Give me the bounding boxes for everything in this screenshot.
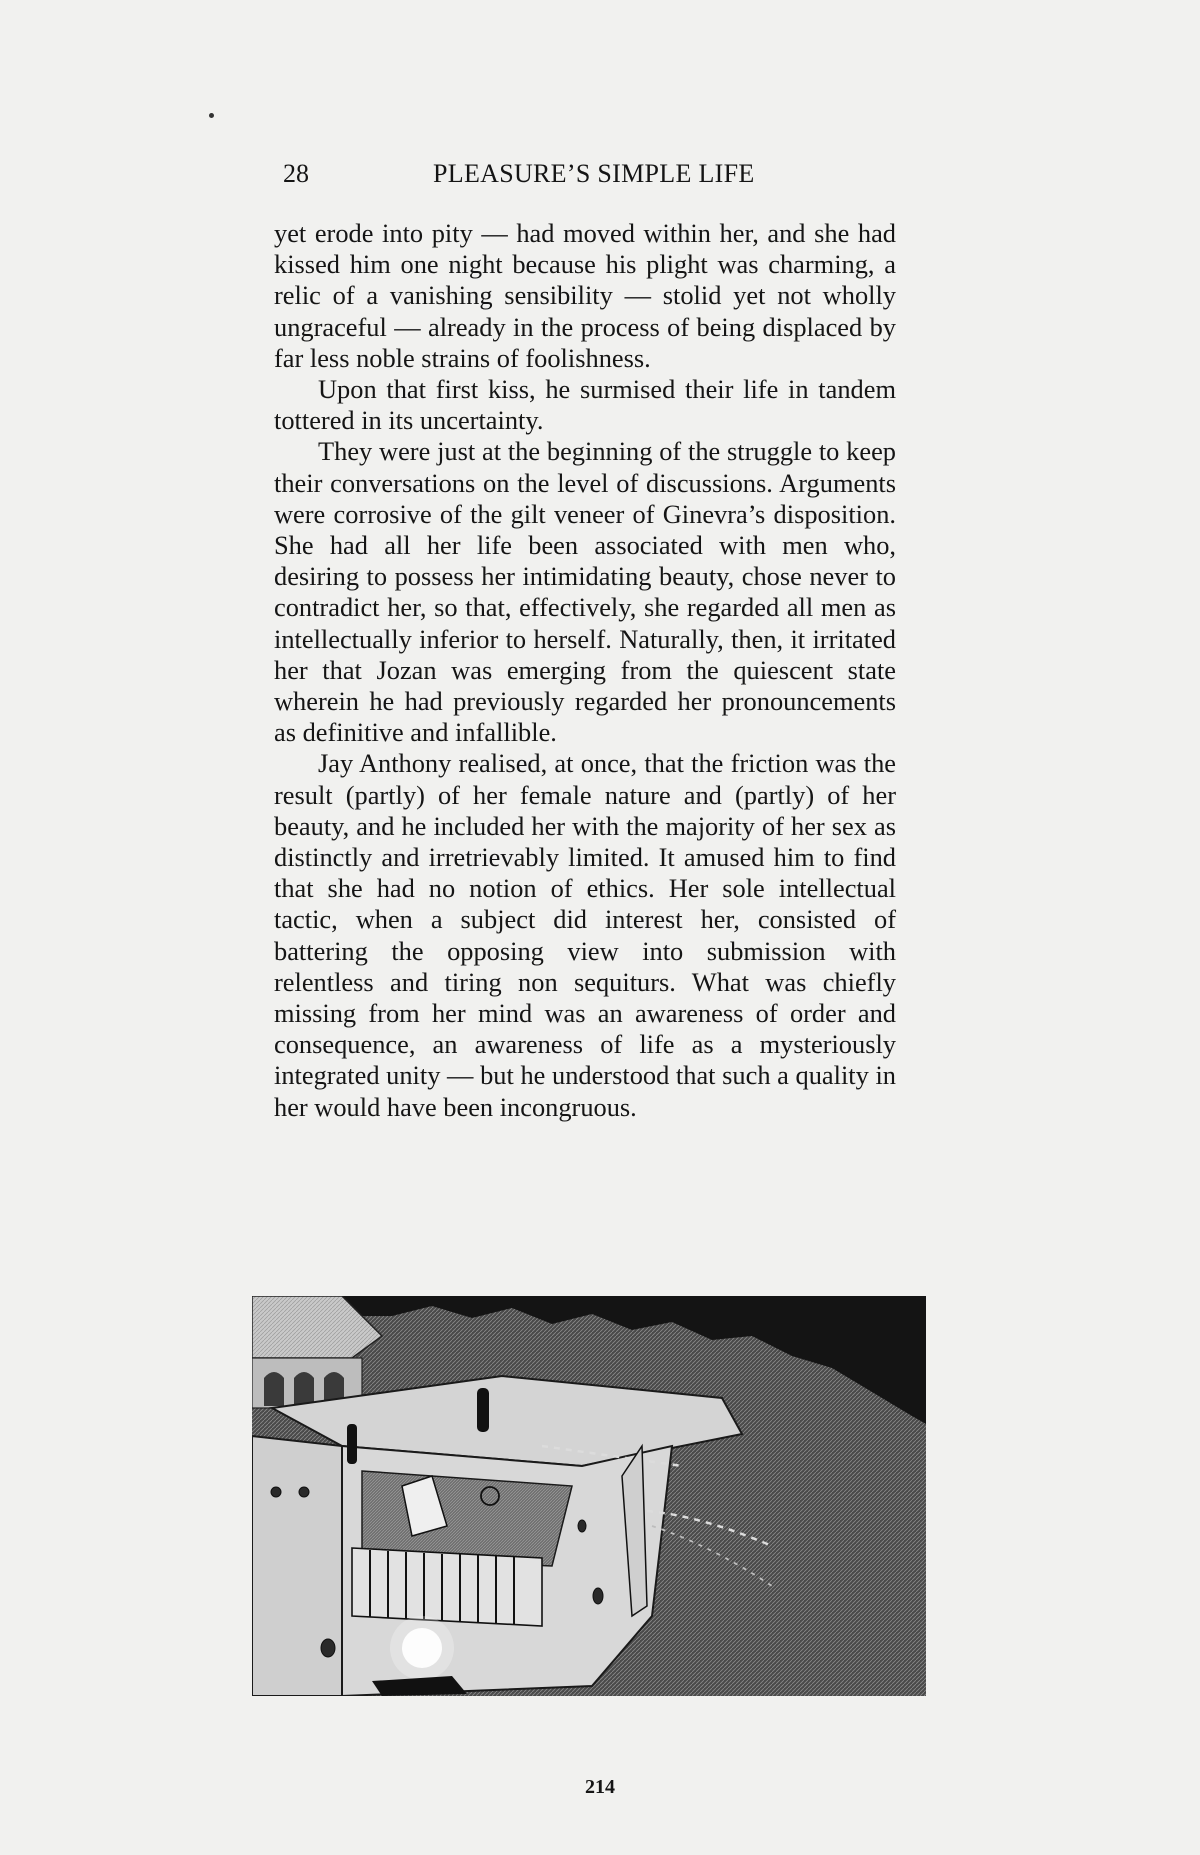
running-head (283, 156, 895, 192)
paragraph: They were just at the beginning of the struggle to keep their conversations on the level of discussions. Arguments were corrosive of the gilt veneer of Ginevra’s disposition. She had all her life been associated with men who, desiring to possess her intimidating beauty, chose never to contradict her, so that, effectively, she regarded all men as intellectually inferior to herself. Naturally, then, it irritated her that Jozan was emerging from the quiescent state wherein he had previously regarded her pronouncements as definitive and infallible. (274, 436, 896, 748)
paragraph: Upon that first kiss, he surmised their life in tandem tottered in its uncertainty. (274, 374, 896, 436)
boat-illustration-drawing (252, 1296, 926, 1696)
paper-speck (209, 113, 214, 118)
running-title: PLEASURE’S SIMPLE LIFE (433, 159, 755, 188)
paragraph: yet erode into pity — had moved within her, and she had kissed him one night because his plight was charming, a relic of a vanishing sensibility — stolid yet not wholly ungraceful — already in the process of being displaced by far less noble strains of foolishness. (274, 218, 896, 373)
boat-illustration (252, 1296, 926, 1696)
body-text (274, 218, 896, 1123)
folio-number: 214 (585, 1776, 615, 1798)
page-number: 28 (283, 159, 309, 188)
paragraph: Jay Anthony realised, at once, that the friction was the result (partly) of her female nature and (partly) of her beauty, and he included her with the majority of her sex as distinctly and irretrievably limited. It amused him to find that she had no notion of ethics. Her sole intellectual tactic, when a subject did interest her, consisted of battering the opposing view into submission with relentless and tiring non sequiturs. What was chiefly missing from her mind was an awareness of order and consequence, an awareness of life as a mysteriously integrated unity — but he understood that such a quality in her would have been incongruous. (274, 748, 896, 1122)
